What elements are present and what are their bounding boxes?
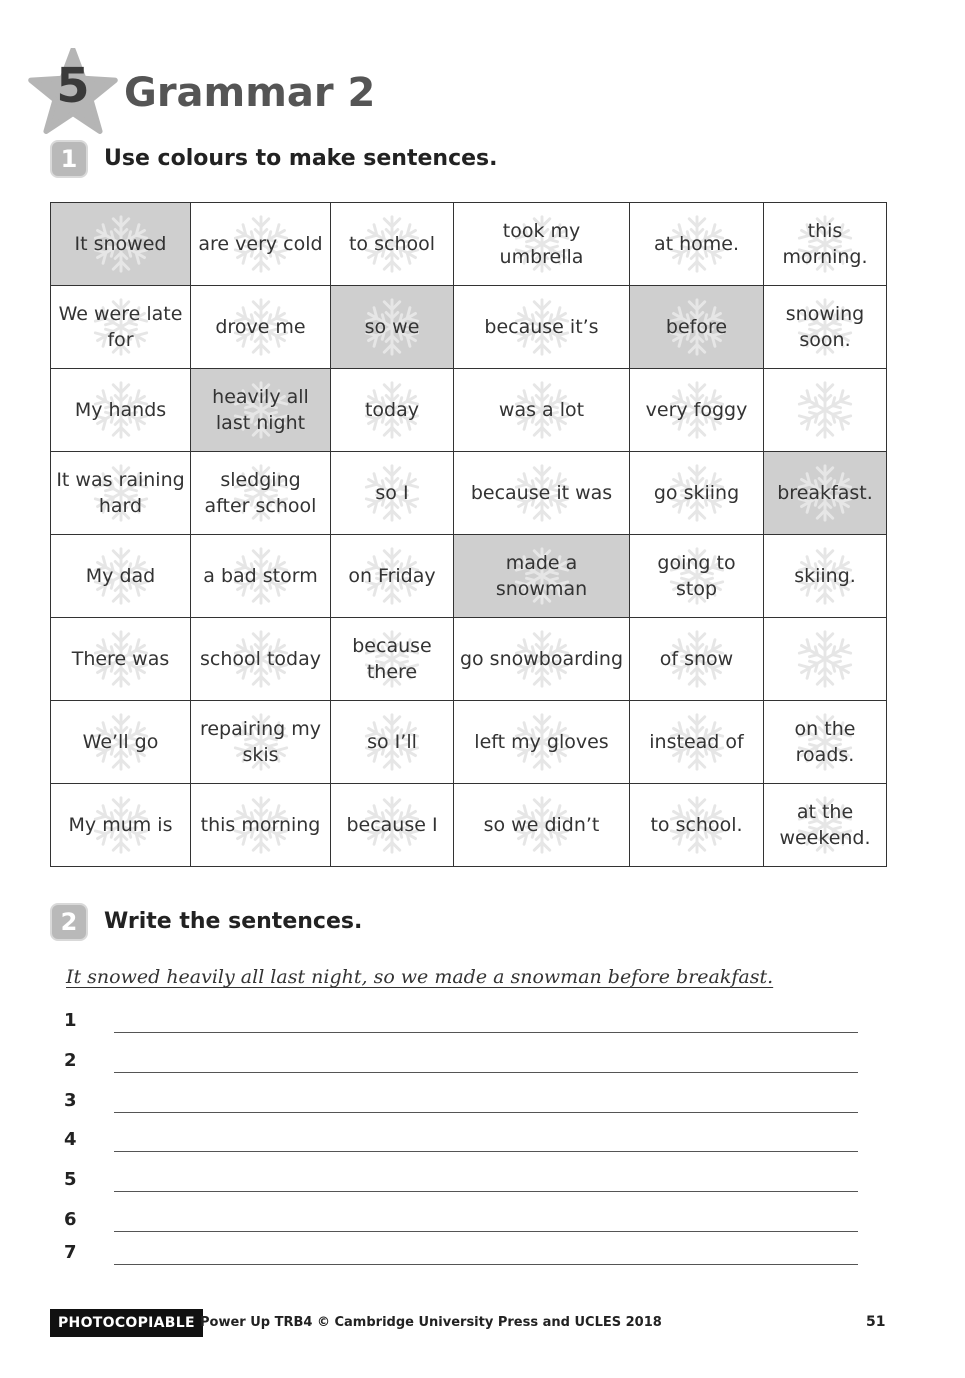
grid-cell-text: snowing soon. <box>785 303 865 351</box>
grid-cell[interactable] <box>764 618 887 701</box>
grid-cell-text: this morning. <box>782 220 868 268</box>
grid-cell[interactable] <box>454 452 630 535</box>
grid-cell[interactable] <box>51 535 191 618</box>
grid-cell[interactable] <box>454 369 630 452</box>
grid-cell-text: at home. <box>653 233 740 255</box>
grid-cell[interactable] <box>331 784 454 867</box>
grid-cell[interactable] <box>191 618 331 701</box>
photocopiable-badge: PHOTOCOPIABLE <box>50 1309 203 1337</box>
grid-cell-text: to school <box>348 233 436 255</box>
answer-line[interactable] <box>64 1242 864 1272</box>
snowflake-icon <box>794 628 856 690</box>
grid-cell[interactable] <box>454 203 630 286</box>
grid-cell[interactable] <box>331 203 454 286</box>
answer-line-number: 4 <box>64 1129 77 1150</box>
grid-cell[interactable] <box>191 286 331 369</box>
grid-cell[interactable] <box>51 452 191 535</box>
grid-cell[interactable] <box>331 286 454 369</box>
copyright-credit: Power Up TRB4 © Cambridge University Press and UCLES 2018 <box>200 1315 662 1330</box>
sentence-grid <box>50 202 887 867</box>
answer-line[interactable] <box>64 1209 864 1239</box>
grid-cell-text: made a snowman <box>495 552 588 600</box>
grid-cell-text: on Friday <box>348 565 436 587</box>
grid-cell-text: very foggy <box>645 399 748 421</box>
grid-cell[interactable] <box>764 784 887 867</box>
grid-cell[interactable] <box>764 535 887 618</box>
grid-cell-text: It was raining hard <box>56 469 185 517</box>
grid-cell-text: heavily all last night <box>212 386 309 434</box>
grid-cell-text: this morning <box>200 814 321 836</box>
exercise-2-instruction: Write the sentences. <box>104 909 363 934</box>
grid-cell[interactable] <box>764 452 887 535</box>
grid-cell-text: so we <box>364 316 420 338</box>
grid-cell-text: breakfast. <box>777 482 873 504</box>
grid-cell-text: because it’s <box>484 316 599 338</box>
page-number: 51 <box>866 1314 886 1330</box>
grid-cell-text: of snow <box>659 648 734 670</box>
answer-line-number: 1 <box>64 1010 77 1031</box>
answer-line-number: 2 <box>64 1050 77 1071</box>
grid-cell-text: because I <box>346 814 438 836</box>
grid-cell[interactable] <box>764 203 887 286</box>
grid-cell[interactable] <box>630 618 764 701</box>
grid-row <box>51 369 887 452</box>
answer-line-rule[interactable] <box>114 1191 858 1192</box>
answer-line[interactable] <box>64 1010 864 1040</box>
grid-cell-text: We were late for <box>58 303 183 351</box>
answer-line-rule[interactable] <box>114 1231 858 1232</box>
grid-cell-text: a bad storm <box>203 565 318 587</box>
grid-cell-text: instead of <box>649 731 744 753</box>
grid-cell[interactable] <box>630 286 764 369</box>
grid-cell-text: repairing my skis <box>199 718 322 766</box>
grid-cell[interactable] <box>331 618 454 701</box>
grid-cell[interactable] <box>191 203 331 286</box>
answer-line-rule[interactable] <box>114 1032 858 1033</box>
grid-cell[interactable] <box>454 784 630 867</box>
grid-cell[interactable] <box>51 369 191 452</box>
grid-cell-text: school today <box>200 648 321 670</box>
grid-cell-text: to school. <box>650 814 743 836</box>
example-sentence: It snowed heavily all last night, so we made a snowman before breakfast. <box>66 966 774 988</box>
grid-cell-text: so I’ll <box>367 731 417 753</box>
grid-cell[interactable] <box>764 286 887 369</box>
answer-line-number: 5 <box>64 1169 77 1190</box>
grid-cell[interactable] <box>630 203 764 286</box>
grid-cell-text: going to stop <box>657 552 736 600</box>
grid-cell[interactable] <box>331 701 454 784</box>
grid-cell-text: My hands <box>74 399 167 421</box>
grid-cell-text: before <box>665 316 728 338</box>
grid-cell[interactable] <box>454 286 630 369</box>
answer-line[interactable] <box>64 1090 864 1120</box>
grid-cell-text: go snowboarding <box>459 648 624 670</box>
snowflake-icon <box>794 379 856 441</box>
answer-line-rule[interactable] <box>114 1264 858 1265</box>
unit-number: 5 <box>56 58 90 114</box>
grid-cell[interactable] <box>51 286 191 369</box>
exercise-1-instruction: Use colours to make sentences. <box>104 146 498 171</box>
grid-cell-text: drove me <box>215 316 306 338</box>
grid-cell-text: It snowed <box>74 233 167 255</box>
grid-cell-text: today <box>364 399 420 421</box>
grid-cell[interactable] <box>51 618 191 701</box>
grid-cell[interactable] <box>191 535 331 618</box>
grid-cell[interactable] <box>51 701 191 784</box>
exercise-1-badge: 1 <box>50 140 88 178</box>
grid-cell[interactable] <box>191 701 331 784</box>
answer-line-rule[interactable] <box>114 1072 858 1073</box>
answer-line[interactable] <box>64 1169 864 1199</box>
grid-cell-text: left my gloves <box>474 731 609 753</box>
grid-cell[interactable] <box>191 369 331 452</box>
grid-cell[interactable] <box>764 369 887 452</box>
grid-cell-text: because it was <box>470 482 613 504</box>
grid-cell[interactable] <box>630 784 764 867</box>
grid-cell[interactable] <box>331 452 454 535</box>
grid-cell[interactable] <box>331 535 454 618</box>
grid-row <box>51 452 887 535</box>
grid-cell[interactable] <box>331 369 454 452</box>
answer-line-number: 7 <box>64 1242 77 1263</box>
grid-cell-text: sledging after school <box>204 469 317 517</box>
grid-cell-text: took my umbrella <box>499 220 584 268</box>
grid-cell-text: because there <box>352 635 432 683</box>
grid-cell[interactable] <box>454 701 630 784</box>
grid-cell[interactable] <box>51 784 191 867</box>
grid-row <box>51 784 887 867</box>
answer-line-number: 6 <box>64 1209 77 1230</box>
grid-cell-text: at the weekend. <box>779 801 871 849</box>
grid-cell-text: on the roads. <box>794 718 856 766</box>
grid-cell[interactable] <box>454 618 630 701</box>
exercise-2-badge: 2 <box>50 903 88 941</box>
grid-cell[interactable] <box>630 701 764 784</box>
grid-cell-text: My dad <box>85 565 156 587</box>
answer-line-number: 3 <box>64 1090 77 1111</box>
grid-cell-text: are very cold <box>198 233 323 255</box>
grid-cell-text: go skiing <box>653 482 740 504</box>
grid-cell[interactable] <box>51 203 191 286</box>
grid-row <box>51 286 887 369</box>
grid-cell[interactable] <box>454 535 630 618</box>
grid-cell[interactable] <box>191 452 331 535</box>
answer-line-rule[interactable] <box>114 1151 858 1152</box>
grid-cell-text: so we didn’t <box>483 814 600 836</box>
grid-cell[interactable] <box>630 369 764 452</box>
grid-cell[interactable] <box>764 701 887 784</box>
grid-cell-text: was a lot <box>498 399 585 421</box>
grid-cell[interactable] <box>630 535 764 618</box>
answer-line[interactable] <box>64 1129 864 1159</box>
answer-line[interactable] <box>64 1050 864 1080</box>
grid-row <box>51 618 887 701</box>
grid-cell-text: There was <box>71 648 170 670</box>
grid-cell[interactable] <box>630 452 764 535</box>
grid-cell[interactable] <box>191 784 331 867</box>
page-title: Grammar 2 <box>124 70 376 116</box>
grid-cell-text: We’ll go <box>82 731 159 753</box>
grid-row <box>51 701 887 784</box>
grid-row <box>51 535 887 618</box>
grid-row <box>51 203 887 286</box>
grid-cell-text: so I <box>375 482 409 504</box>
grid-cell-text: skiing. <box>794 565 856 587</box>
grid-cell-text: My mum is <box>68 814 173 836</box>
answer-line-rule[interactable] <box>114 1112 858 1113</box>
